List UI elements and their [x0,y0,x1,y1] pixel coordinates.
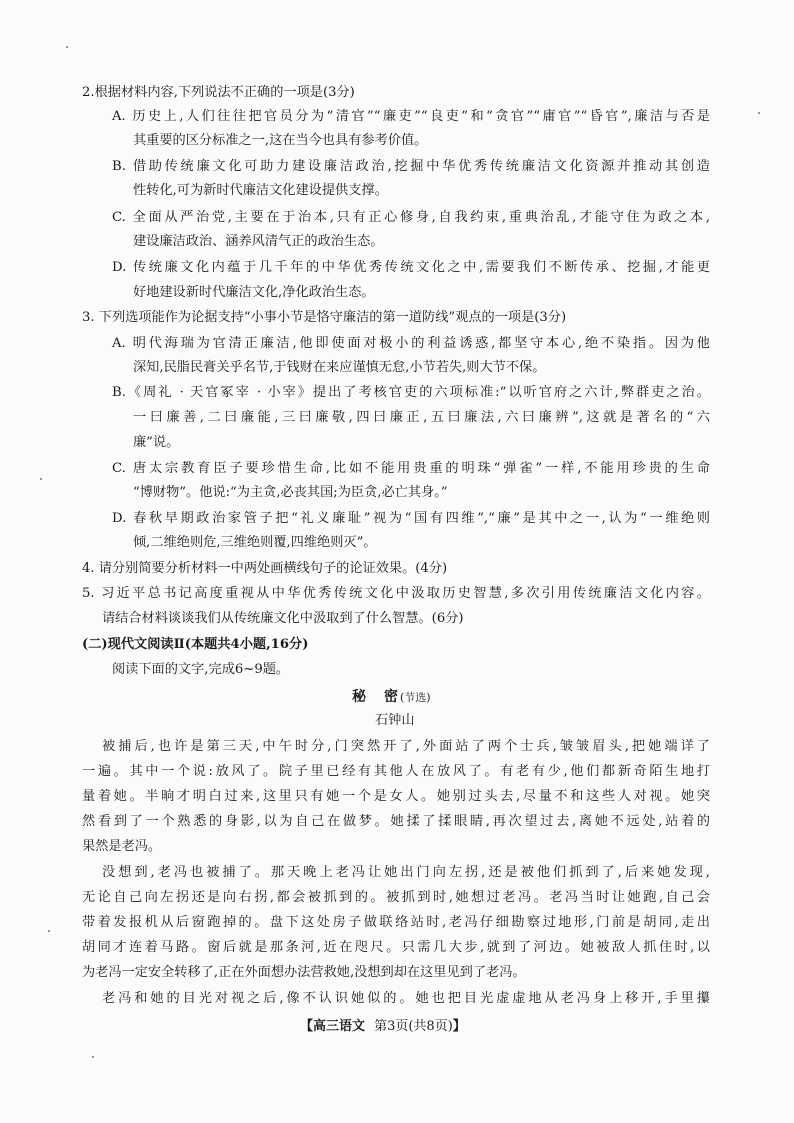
q5-stem-line2: 请结合材料谈谈我们从传统廉文化中汲取到了什么智慧。(6分) [102,611,464,626]
story-p1-line4: 然看到了一个熟悉的身影,以为自己在做梦。她揉了揉眼睛,再次望过去,离她不远处,站着的 [82,814,710,829]
footer-page-number: 第3页(共8页) [374,1019,453,1034]
q5-stem-line1: 5. 习近平总书记高度重视从中华优秀传统文化中汲取历史智慧,多次引用传统廉洁文化内容。 [82,586,710,601]
q3-stem: 3. 下列选项能作为论据支持“小事小节是恪守廉洁的第一道防线”观点的一项是(3分) [82,310,567,325]
q3-option-d-line1: D. 春秋早期政治家管子把“礼义廉耻”视为“国有四维”,“廉”是其中之一,认为“一维绝则 [112,511,710,526]
story-title-text: 秘 密 [352,689,400,705]
story-p1-line5: 果然是老冯。 [82,839,162,854]
footer-close-bracket: 】 [452,1019,466,1034]
footer-subject: 【高三语文 [300,1019,366,1034]
story-p2-line3: 带着发报机从后窗跑掉的。盘下这处房子做联络站时,老冯仔细勘察过地形,门前是胡同,走出 [82,915,710,930]
scan-speck [40,478,42,480]
story-p1-line1: 被捕后,也许是第三天,中午时分,门突然开了,外面站了两个士兵,皱皱眉头,把她端详了 [102,739,710,754]
page-footer [300,1018,466,1036]
story-author: 石钟山 [375,713,415,728]
section-instruction: 阅读下面的文字,完成6~9题。 [112,662,290,677]
q2-option-b-line1: B. 借助传统廉文化可助力建设廉洁政治,挖掘中华优秀传统廉洁文化资源并推动其创造 [112,159,710,174]
q3-option-a-line1: A. 明代海瑞为官清正廉洁,他即使面对极小的利益诱惑,都坚守本心,绝不染指。因为他 [112,336,710,351]
q2-option-a-line1: A. 历史上,人们往往把官员分为“清官”“廉吏”“良吏”和“贪官”“庸官”“昏官”,廉洁与否是 [112,109,710,124]
q2-option-c-line1: C. 全面从严治党,主要在于治本,只有正心修身,自我约束,重典治乱,才能守住为政之本, [112,210,710,225]
story-title [352,688,431,707]
q3-option-c-line2: “博财物”。他说:“为主贪,必丧其国;为臣贪,必亡其身。” [133,485,448,500]
story-title-note: (节选) [400,691,431,704]
q3-option-d-line2: 倾,二维绝则危,三维绝则覆,四维绝则灭”。 [133,535,377,550]
story-p1-line2: 一遍。其中一个说:放风了。院子里已经有其他人在放风了。有老有少,他们都新奇陌生地打 [82,764,710,779]
scan-speck [48,930,50,932]
q3-option-b-line2: 一曰廉善,二曰廉能,三曰廉敬,四曰廉正,五曰廉法,六曰廉辨”,这就是著名的“六 [133,410,710,425]
q2-option-b-line2: 性转化,可为新时代廉洁文化建设提供支撑。 [133,183,388,198]
story-p2-line2: 无论自己向左拐还是向右拐,都会被抓到的。被抓到时,她想过老冯。老冯当时让她跑,自己会 [82,890,710,905]
q3-option-a-line2: 深知,民脂民膏关乎名节,于钱财在来应谨慎无怠,小节若失,则大节不保。 [133,360,546,375]
story-p3-line1: 老冯和她的目光对视之后,像不认识她似的。她也把目光虚虚地从老冯身上移开,手里攥 [102,991,710,1006]
q2-option-a-line2: 其重要的区分标准之一,这在当今也具有参考价值。 [133,133,428,148]
q3-option-b-line1: B.《周礼 · 天官冢宰 · 小宰》提出了考核官吏的六项标准:“以听官府之六计,弊群吏之治。 [112,385,710,400]
section-heading: (二)现代文阅读Ⅱ(本题共4小题,16分) [82,637,309,652]
q2-option-d-line2: 好地建设新时代廉洁文化,净化政治生态。 [133,285,375,300]
q3-option-b-line3: 廉”说。 [133,435,180,450]
q2-option-d-line1: D. 传统廉文化内蕴于几千年的中华优秀传统文化之中,需要我们不断传承、挖掘,才能更 [112,260,710,275]
story-p2-line4: 胡同才连着马路。窗后就是那条河,近在咫尺。只需几大步,就到了河边。她被敌人抓住时,以 [82,940,710,955]
q3-option-c-line1: C. 唐太宗教育臣子要珍惜生命,比如不能用贵重的明珠“弹雀”一样,不能用珍贵的生命 [112,461,710,476]
story-p1-line3: 量着她。半晌才明白过来,这里只有她一个是女人。她别过头去,尽量不和这些人对视。她突 [82,789,710,804]
scan-speck [66,46,68,48]
q2-option-c-line2: 建设廉洁政治、涵养风清气正的政治生态。 [133,234,384,249]
q2-stem: 2.根据材料内容,下列说法不正确的一项是(3分) [82,85,355,100]
scan-speck [758,112,760,114]
q4-stem: 4. 请分别简要分析材料一中两处画横线句子的论证效果。(4分) [82,561,448,576]
story-p2-line1: 没想到,老冯也被捕了。那天晚上老冯让她出门向左拐,还是被他们抓到了,后来她发现, [102,865,710,880]
scan-speck [92,1056,94,1058]
story-p2-line5: 为老冯一定安全转移了,正在外面想办法营救她,没想到却在这里见到了老冯。 [82,965,526,980]
